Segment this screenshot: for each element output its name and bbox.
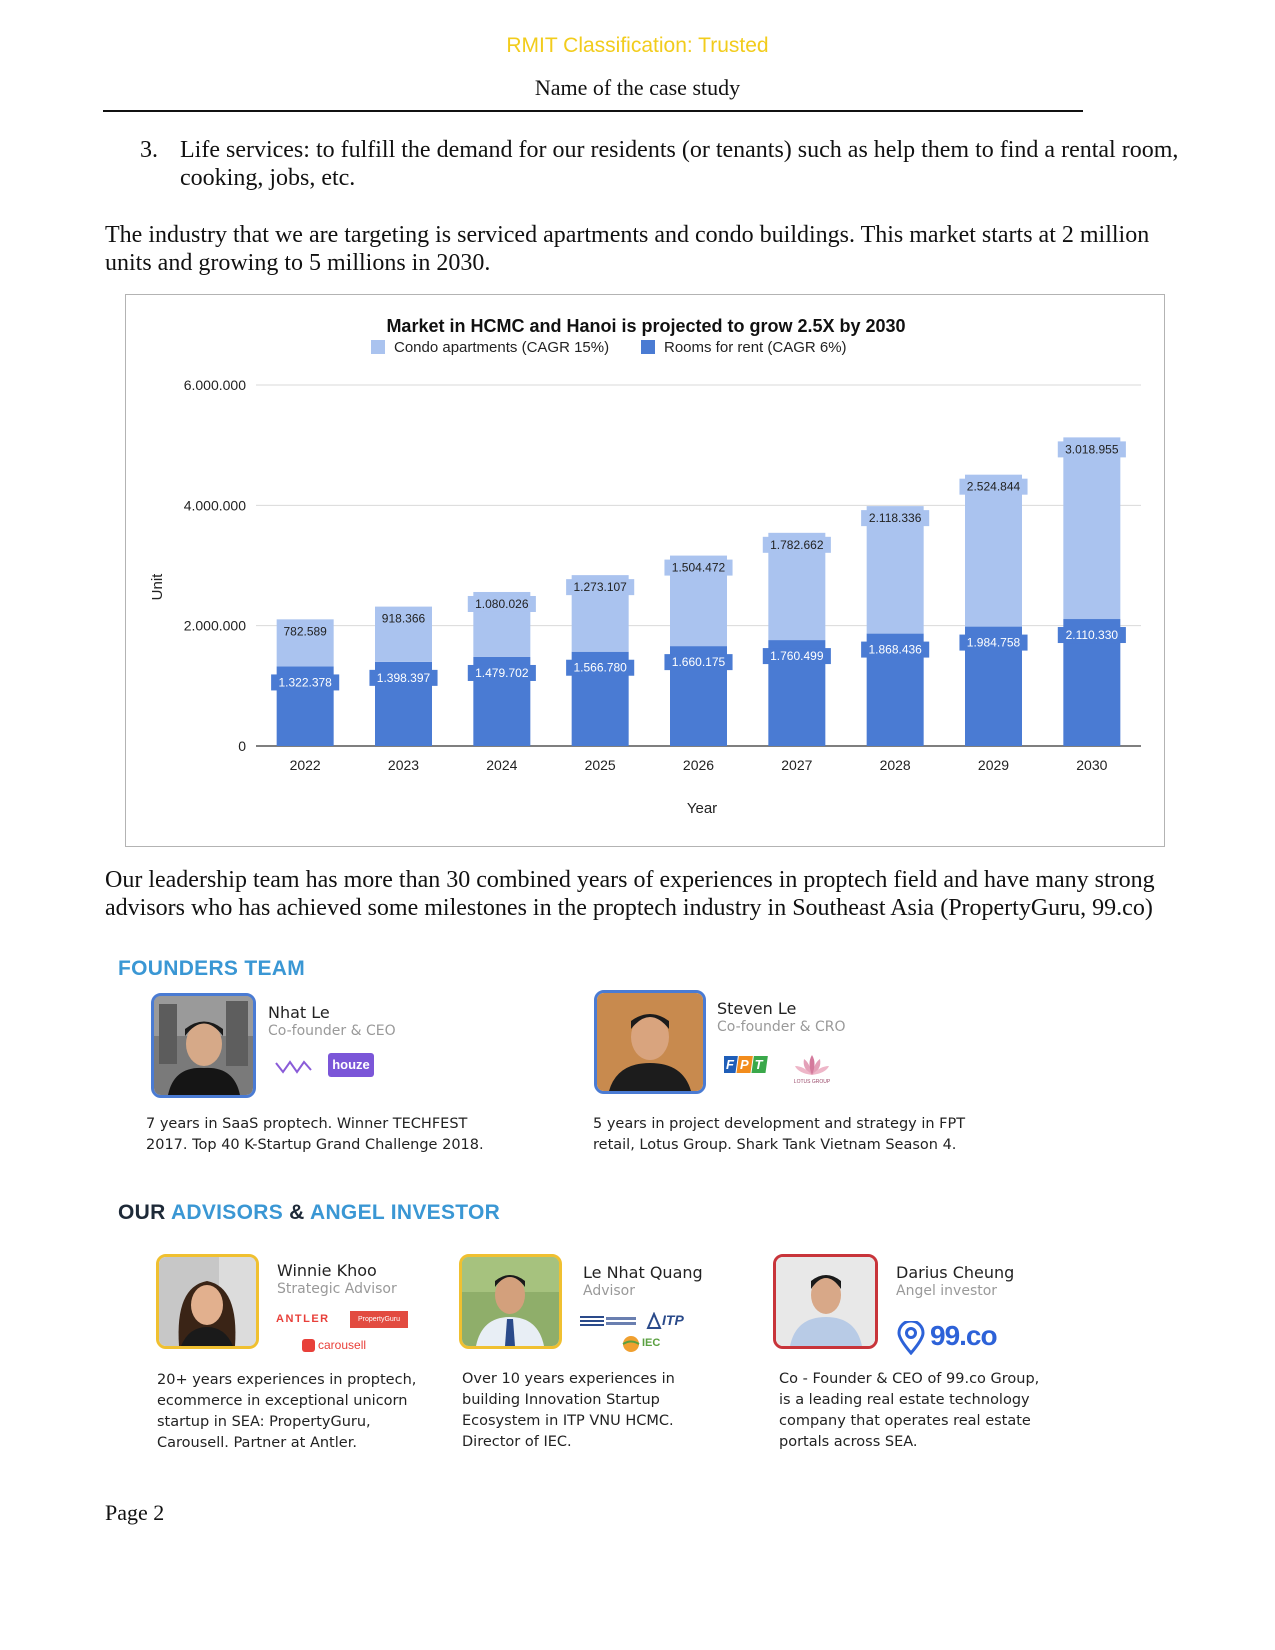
le-nhat-quang-role: Advisor bbox=[583, 1283, 636, 1299]
propertyguru-logo bbox=[350, 1311, 408, 1328]
propertyguru-logo-text: PropertyGuru bbox=[357, 1316, 401, 1323]
chart-data-label: 1.782.662 bbox=[770, 537, 824, 552]
chart-data-label: 1.398.397 bbox=[376, 670, 431, 685]
classification-label: RMIT Classification: Trusted bbox=[506, 34, 769, 57]
chart-svg bbox=[126, 295, 1166, 848]
steven-le-role: Co-founder & CRO bbox=[717, 1019, 846, 1035]
desc-line: Ecosystem in ITP VNU HCMC. bbox=[462, 1413, 674, 1429]
winnie-khoo-photo bbox=[156, 1254, 259, 1349]
desc-line: building Innovation Startup bbox=[462, 1392, 660, 1408]
chart-legend-swatch bbox=[641, 340, 655, 354]
desc-line: 7 years in SaaS proptech. Winner TECHFEST bbox=[146, 1116, 468, 1132]
chart-x-axis-label: Year bbox=[686, 800, 718, 817]
antler-logo: ANTLER bbox=[276, 1313, 330, 1325]
wave-logo-icon bbox=[275, 1058, 313, 1076]
fpt-logo-text: FPT bbox=[726, 1057, 769, 1072]
steven-le-photo bbox=[594, 990, 706, 1094]
desc-line: company that operates real estate bbox=[779, 1413, 1031, 1429]
winnie-khoo-description bbox=[157, 1370, 416, 1454]
chart-bar-condo bbox=[965, 475, 1022, 627]
darius-cheung-name: Darius Cheung bbox=[896, 1263, 1015, 1282]
chart-legend bbox=[371, 339, 847, 356]
chart-x-tick-label: 2024 bbox=[486, 757, 518, 773]
chart-data-label: 782.589 bbox=[283, 624, 327, 639]
chart-y-axis-label: Unit bbox=[149, 573, 166, 601]
chart-legend-label: Rooms for rent (CAGR 6%) bbox=[664, 339, 847, 356]
desc-line: Director of IEC. bbox=[462, 1434, 572, 1450]
chart-data-label: 1.504.472 bbox=[671, 560, 726, 575]
chart-bars bbox=[271, 437, 1126, 746]
chart-x-tick-label: 2025 bbox=[584, 757, 616, 773]
desc-line: 20+ years experiences in proptech, bbox=[157, 1372, 417, 1388]
chart-y-tick-label: 6.000.000 bbox=[183, 377, 246, 393]
desc-line: Co - Founder & CEO of 99.co Group, bbox=[779, 1371, 1040, 1387]
founders-title: FOUNDERS TEAM bbox=[118, 957, 306, 980]
market-chart bbox=[125, 294, 1165, 847]
winnie-khoo-name: Winnie Khoo bbox=[277, 1261, 377, 1280]
chart-bar-condo bbox=[1063, 437, 1120, 619]
desc-line: ecommerce in exceptional unicorn bbox=[157, 1393, 408, 1409]
location-pin-icon bbox=[897, 1321, 925, 1355]
lotus-group-text: LOTUS GROUP bbox=[793, 1079, 831, 1085]
advisors-title-angel: ANGEL INVESTOR bbox=[310, 1201, 501, 1224]
chart-x-tick-label: 2022 bbox=[289, 757, 321, 773]
darius-cheung-role: Angel investor bbox=[896, 1283, 998, 1299]
chart-data-label: 918.366 bbox=[381, 611, 426, 626]
chart-legend-swatch bbox=[371, 340, 385, 354]
chart-x-tick-label: 2023 bbox=[387, 757, 420, 773]
chart-data-label: 1.566.780 bbox=[573, 660, 627, 675]
darius-cheung-description bbox=[779, 1369, 1039, 1453]
page-number: Page 2 bbox=[105, 1500, 165, 1525]
carousell-logo-text: carousell bbox=[318, 1338, 367, 1352]
le-nhat-quang-name: Le Nhat Quang bbox=[583, 1263, 703, 1282]
iec-mark-icon bbox=[622, 1335, 640, 1353]
advisors-title-our: OUR bbox=[118, 1201, 166, 1224]
chart-x-tick-label: 2027 bbox=[781, 757, 813, 773]
fpt-logo bbox=[724, 1055, 770, 1075]
chart-data-label: 2.110.330 bbox=[1065, 628, 1119, 643]
chart-y-tick-label: 0 bbox=[238, 738, 246, 754]
le-nhat-quang-description bbox=[462, 1369, 675, 1453]
nhat-le-description bbox=[146, 1114, 484, 1156]
itp-mark-icon bbox=[646, 1312, 662, 1330]
chart-data-label: 1.760.499 bbox=[770, 649, 824, 664]
desc-line: Over 10 years experiences in bbox=[462, 1371, 675, 1387]
leadership-paragraph: Our leadership team has more than 30 combined years of experiences in proptech field and have many strong advisors who has achieved some milestones in the proptech industry in Southeast Asia (PropertyGuru, 99.co) bbox=[105, 867, 1155, 921]
chart-data-label: 1.080.026 bbox=[475, 596, 529, 611]
chart-y-tick-label: 2.000.000 bbox=[183, 617, 246, 634]
desc-line: startup in SEA: PropertyGuru, bbox=[157, 1414, 371, 1430]
chart-data-label: 1.479.702 bbox=[475, 665, 529, 680]
header-divider bbox=[103, 110, 1083, 112]
desc-line: Carousell. Partner at Antler. bbox=[157, 1435, 357, 1451]
chart-data-label: 1.868.436 bbox=[868, 642, 922, 657]
carousell-icon bbox=[302, 1339, 315, 1352]
chart-data-label: 1.273.107 bbox=[573, 580, 627, 595]
chart-title: Market in HCMC and Hanoi is projected to grow 2.5X by 2030 bbox=[386, 316, 906, 336]
chart-legend-label: Condo apartments (CAGR 15%) bbox=[394, 339, 610, 356]
steven-le-description bbox=[593, 1114, 965, 1156]
desc-line: 5 years in project development and strategy in FPT bbox=[593, 1116, 966, 1132]
list-text: Life services: to fulfill the demand for our residents (or tenants) such as help them to find a rental room, cooking, jobs, etc. bbox=[180, 137, 1179, 191]
houze-logo-text: houze bbox=[332, 1057, 370, 1072]
steven-le-name: Steven Le bbox=[717, 999, 797, 1018]
chart-y-tick-label: 4.000.000 bbox=[183, 497, 246, 514]
iec-logo-text: IEC bbox=[642, 1337, 661, 1349]
advisors-title-amp: & bbox=[289, 1201, 305, 1224]
le-nhat-quang-photo bbox=[459, 1254, 562, 1349]
chart-data-label: 2.118.336 bbox=[868, 511, 922, 526]
desc-line: 2017. Top 40 K-Startup Grand Challenge 2018. bbox=[146, 1137, 484, 1153]
winnie-khoo-role: Strategic Advisor bbox=[277, 1281, 397, 1297]
market-paragraph: The industry that we are targeting is serviced apartments and condo buildings. This market starts at 2 million units and growing to 5 millions in 2030. bbox=[105, 222, 1150, 276]
list-number: 3. bbox=[140, 137, 158, 163]
desc-line: retail, Lotus Group. Shark Tank Vietnam Season 4. bbox=[593, 1137, 957, 1153]
document-header-title: Name of the case study bbox=[534, 75, 741, 100]
lotus-flower-icon bbox=[792, 1053, 832, 1077]
desc-line: is a leading real estate technology bbox=[779, 1392, 1030, 1408]
desc-line: portals across SEA. bbox=[779, 1434, 918, 1450]
nhat-le-photo bbox=[151, 993, 256, 1098]
advisors-title-advisors: ADVISORS bbox=[170, 1201, 284, 1224]
chart-x-ticks bbox=[290, 757, 1108, 773]
houze-logo bbox=[328, 1053, 374, 1077]
chart-x-tick-label: 2026 bbox=[682, 757, 715, 773]
99co-logo-text: 99.co bbox=[930, 1320, 997, 1351]
darius-cheung-photo bbox=[773, 1254, 878, 1349]
chart-data-label: 2.524.844 bbox=[966, 479, 1021, 494]
chart-data-label: 3.018.955 bbox=[1065, 442, 1119, 457]
chart-data-label: 1.984.758 bbox=[966, 635, 1021, 650]
advisors-title bbox=[118, 1201, 500, 1225]
nhat-le-role: Co-founder & CEO bbox=[268, 1023, 396, 1039]
chart-x-tick-label: 2030 bbox=[1076, 757, 1108, 773]
vnu-logo-icon bbox=[580, 1313, 640, 1331]
chart-data-label: 1.322.378 bbox=[278, 675, 332, 690]
chart-x-tick-label: 2028 bbox=[879, 757, 911, 773]
itp-logo-text: ITP bbox=[662, 1312, 684, 1328]
chart-x-tick-label: 2029 bbox=[977, 757, 1010, 773]
chart-data-label: 1.660.175 bbox=[671, 655, 726, 670]
nhat-le-name: Nhat Le bbox=[268, 1003, 330, 1022]
